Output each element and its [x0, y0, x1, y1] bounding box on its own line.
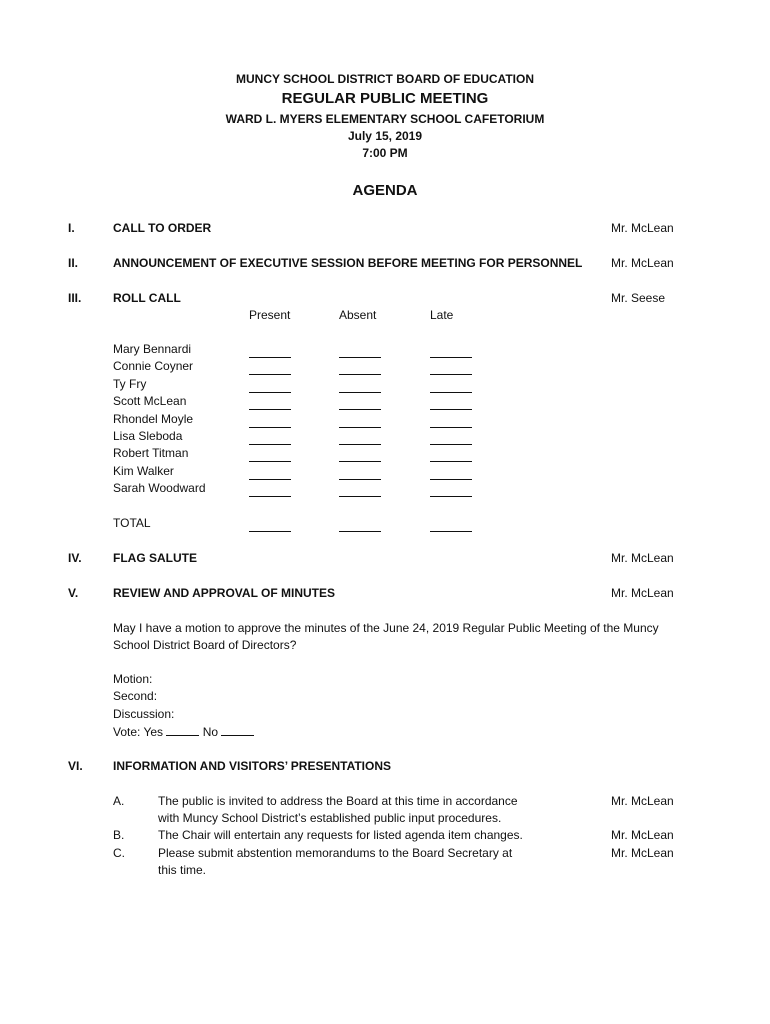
item-title-call-to-order: CALL TO ORDER — [113, 221, 212, 235]
item-number: VI. — [68, 759, 83, 773]
roll-col-late: Late — [430, 308, 454, 322]
total-absent-blank — [339, 519, 381, 537]
late-blank — [430, 397, 472, 415]
absent-blank — [339, 467, 381, 485]
total-present-blank — [249, 519, 291, 537]
absent-blank — [339, 415, 381, 433]
vote-no-label: No — [202, 725, 219, 739]
subitem-text: The public is invited to address the Board at this time in accordance — [158, 794, 518, 808]
roll-member-name: Mary Bennardi — [113, 342, 192, 356]
minutes-text-line2: School District Board of Directors? — [113, 638, 297, 652]
late-blank — [430, 432, 472, 450]
org-name: MUNCY SCHOOL DISTRICT BOARD OF EDUCATION — [235, 72, 534, 86]
subitem-letter: C. — [113, 846, 125, 860]
present-blank — [249, 449, 291, 467]
item-title-flag-salute: FLAG SALUTE — [113, 551, 197, 565]
vote-yes-label: Vote: Yes — [113, 725, 164, 739]
second-label: Second: — [113, 689, 158, 703]
item-presenter: Mr. Seese — [611, 291, 666, 305]
meeting-title: REGULAR PUBLIC MEETING — [281, 90, 489, 107]
subitem-presenter: Mr. McLean — [611, 828, 674, 842]
item-number: V. — [68, 586, 79, 600]
late-blank — [430, 484, 472, 502]
roll-member-name: Ty Fry — [113, 377, 147, 391]
absent-blank — [339, 484, 381, 502]
present-blank — [249, 380, 291, 398]
item-presenter: Mr. McLean — [611, 551, 674, 565]
motion-label: Motion: — [113, 672, 153, 686]
present-blank — [249, 397, 291, 415]
absent-blank — [339, 432, 381, 450]
roll-member-name: Robert Titman — [113, 446, 189, 460]
roll-member-name: Sarah Woodward — [113, 481, 206, 495]
item-presenter: Mr. McLean — [611, 221, 674, 235]
agenda-heading: AGENDA — [352, 182, 418, 199]
absent-blank — [339, 345, 381, 363]
late-blank — [430, 415, 472, 433]
subitem-text: Please submit abstention memorandums to the Board Secretary at — [158, 846, 513, 860]
present-blank — [249, 345, 291, 363]
total-late-blank — [430, 519, 472, 537]
minutes-text-line1: May I have a motion to approve the minutes of the June 24, 2019 Regular Public Meeting of the Muncy — [113, 621, 659, 635]
late-blank — [430, 345, 472, 363]
present-blank — [249, 415, 291, 433]
late-blank — [430, 449, 472, 467]
subitem-text: The Chair will entertain any requests for listed agenda item changes. — [158, 828, 523, 842]
item-title-announcement: ANNOUNCEMENT OF EXECUTIVE SESSION BEFORE MEETING FOR PERSONNEL — [113, 256, 583, 270]
meeting-time: 7:00 PM — [362, 146, 408, 160]
absent-blank — [339, 397, 381, 415]
subitem-letter: B. — [113, 828, 125, 842]
item-number: III. — [68, 291, 82, 305]
present-blank — [249, 484, 291, 502]
late-blank — [430, 467, 472, 485]
vote-line — [113, 724, 254, 739]
item-number: I. — [68, 221, 75, 235]
item-title-visitors: INFORMATION AND VISITORS’ PRESENTATIONS — [113, 759, 392, 773]
absent-blank — [339, 449, 381, 467]
subitem-letter: A. — [113, 794, 125, 808]
roll-member-name: Scott McLean — [113, 394, 187, 408]
item-number: II. — [68, 256, 79, 270]
item-title-roll-call: ROLL CALL — [113, 291, 181, 305]
present-blank — [249, 362, 291, 380]
subitem-presenter: Mr. McLean — [611, 794, 674, 808]
vote-no-blank — [221, 724, 254, 736]
item-number: IV. — [68, 551, 82, 565]
roll-col-absent: Absent — [339, 308, 377, 322]
subitem-text: with Muncy School District’s established public input procedures. — [158, 811, 502, 825]
late-blank — [430, 362, 472, 380]
absent-blank — [339, 380, 381, 398]
roll-total-label: TOTAL — [113, 516, 151, 530]
roll-member-name: Lisa Sleboda — [113, 429, 183, 443]
roll-col-present: Present — [249, 308, 291, 322]
absent-blank — [339, 362, 381, 380]
item-title-minutes: REVIEW AND APPROVAL OF MINUTES — [113, 586, 336, 600]
vote-yes-blank — [166, 724, 199, 736]
subitem-text: this time. — [158, 863, 207, 877]
item-presenter: Mr. McLean — [611, 256, 674, 270]
present-blank — [249, 467, 291, 485]
subitem-presenter: Mr. McLean — [611, 846, 674, 860]
roll-member-name: Rhondel Moyle — [113, 412, 194, 426]
meeting-date: July 15, 2019 — [347, 129, 423, 143]
item-presenter: Mr. McLean — [611, 586, 674, 600]
present-blank — [249, 432, 291, 450]
roll-member-name: Kim Walker — [113, 464, 174, 478]
discussion-label: Discussion: — [113, 707, 175, 721]
late-blank — [430, 380, 472, 398]
roll-member-name: Connie Coyner — [113, 359, 194, 373]
meeting-location: WARD L. MYERS ELEMENTARY SCHOOL CAFETORIUM — [225, 112, 545, 126]
